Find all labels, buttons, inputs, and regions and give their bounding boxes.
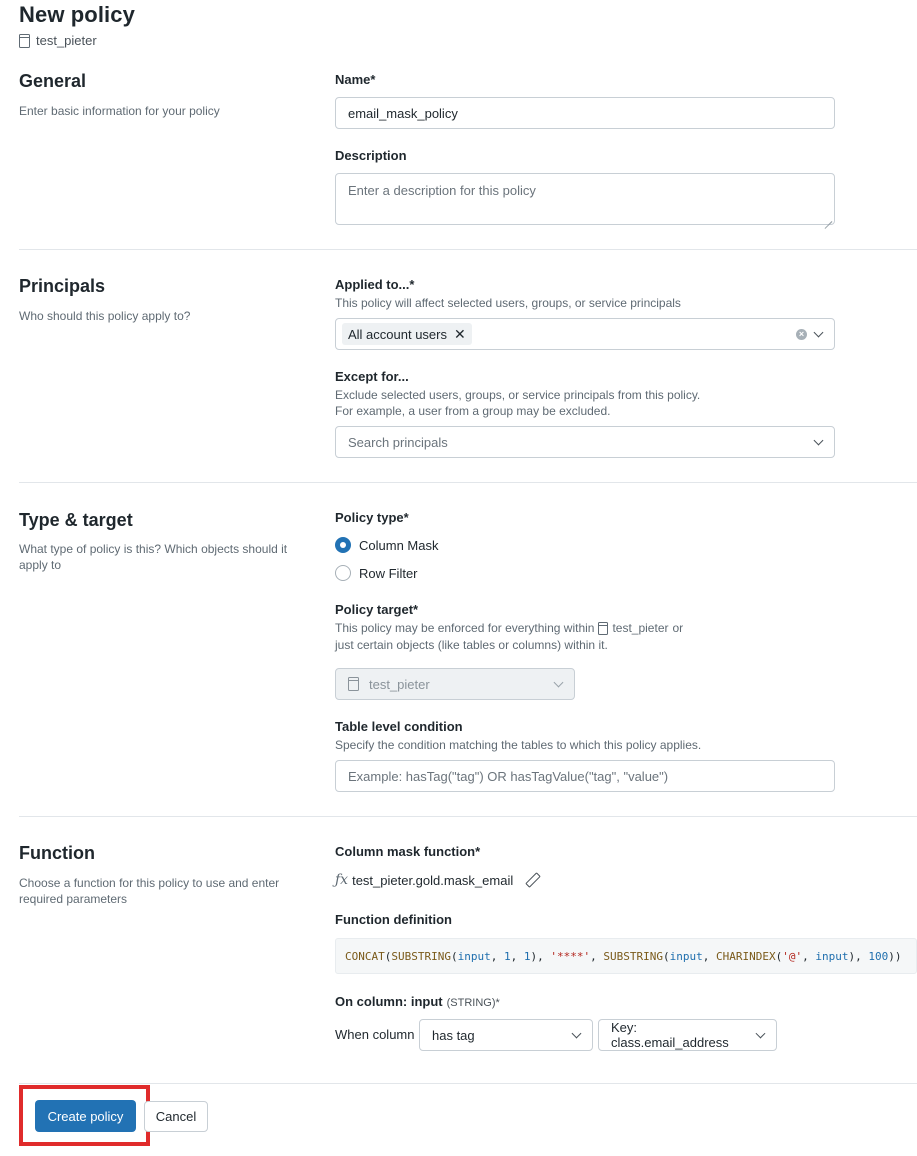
function-definition-label: Function definition bbox=[335, 912, 452, 927]
radio-unchecked-icon[interactable] bbox=[335, 565, 351, 581]
except-for-help-1: Exclude selected users, groups, or service principals from this policy. bbox=[335, 388, 701, 402]
on-column-type: (STRING)* bbox=[446, 997, 500, 1009]
function-definition-code: CONCAT ( SUBSTRING ( input , 1 , 1 ), '****' , SUBSTRING ( input , CHARINDEX ( '@' , input ), 100 )) bbox=[335, 938, 917, 974]
catalog-icon bbox=[598, 622, 608, 635]
except-for-label: Except for... bbox=[335, 369, 409, 384]
search-principals-placeholder: Search principals bbox=[348, 434, 448, 450]
edit-pencil-icon[interactable] bbox=[525, 873, 539, 887]
catalog-name: test_pieter bbox=[36, 33, 97, 48]
key-select[interactable] bbox=[598, 1019, 777, 1051]
column-mask-label: Column Mask bbox=[359, 537, 439, 553]
chevron-down-icon[interactable] bbox=[572, 1028, 582, 1038]
principal-tag bbox=[342, 323, 472, 345]
function-section-desc: Choose a function for this policy to use and enter required parameters bbox=[19, 876, 280, 906]
remove-tag-icon[interactable]: ✕ bbox=[454, 326, 466, 342]
name-input[interactable]: email_mask_policy bbox=[335, 97, 835, 129]
description-placeholder: Enter a description for this policy bbox=[348, 183, 536, 198]
policy-target-help-2: just certain objects (like tables or columns) within it. bbox=[335, 638, 608, 652]
principals-section-title: Principals bbox=[19, 276, 106, 296]
section-divider bbox=[19, 816, 917, 817]
row-filter-label: Row Filter bbox=[359, 565, 418, 581]
create-policy-button[interactable]: Create policy bbox=[35, 1100, 136, 1132]
table-condition-label: Table level condition bbox=[335, 719, 463, 734]
type-target-section-title: Type & target bbox=[19, 510, 133, 530]
chevron-down-icon[interactable] bbox=[814, 327, 824, 337]
search-principals-select[interactable] bbox=[335, 426, 835, 458]
section-divider bbox=[19, 249, 917, 250]
policy-type-label: Policy type* bbox=[335, 510, 409, 525]
clear-selection-icon[interactable]: × bbox=[796, 329, 807, 340]
function-section-title: Function bbox=[19, 843, 95, 863]
on-column-label: On column: input (STRING)* bbox=[335, 994, 500, 1009]
catalog-icon bbox=[348, 677, 359, 691]
catalog-icon bbox=[19, 34, 30, 48]
policy-target-help-1: This policy may be enforced for everything within test_pieter or bbox=[335, 621, 684, 635]
policy-target-select bbox=[335, 668, 575, 700]
type-target-section-desc: What type of policy is this? Which objects should it apply to bbox=[19, 542, 288, 572]
table-condition-help: Specify the condition matching the tables to which this policy applies. bbox=[335, 738, 702, 752]
table-condition-input[interactable]: Example: hasTag("tag") OR hasTagValue("tag", "value") bbox=[335, 760, 835, 792]
function-icon: ƒx bbox=[335, 872, 349, 888]
chevron-down-icon[interactable] bbox=[756, 1028, 766, 1038]
cancel-button[interactable]: Cancel bbox=[144, 1101, 208, 1132]
mask-function-ref bbox=[335, 872, 539, 888]
radio-column-mask[interactable] bbox=[335, 537, 438, 553]
policy-target-value: test_pieter bbox=[369, 676, 430, 692]
chevron-down-icon bbox=[554, 677, 564, 687]
section-divider bbox=[19, 482, 917, 483]
description-label: Description bbox=[335, 148, 407, 163]
general-section-title: General bbox=[19, 71, 87, 91]
name-label: Name* bbox=[335, 72, 376, 87]
principals-section-desc: Who should this policy apply to? bbox=[19, 309, 191, 323]
condition-value: has tag bbox=[432, 1027, 475, 1043]
applied-to-select[interactable] bbox=[335, 318, 835, 350]
radio-checked-icon[interactable] bbox=[335, 537, 351, 553]
mask-function-label: Column mask function* bbox=[335, 844, 481, 859]
resize-handle-icon[interactable] bbox=[824, 214, 832, 222]
applied-to-help: This policy will affect selected users, groups, or service principals bbox=[335, 296, 681, 310]
chevron-down-icon[interactable] bbox=[814, 435, 824, 445]
description-textarea[interactable] bbox=[335, 173, 835, 225]
condition-select[interactable] bbox=[419, 1019, 593, 1051]
general-section-desc: Enter basic information for your policy bbox=[19, 104, 220, 118]
principal-tag-label: All account users bbox=[348, 326, 447, 342]
key-value: Key: class.email_address bbox=[611, 1020, 729, 1050]
catalog-breadcrumb bbox=[19, 33, 97, 48]
radio-row-filter[interactable] bbox=[335, 565, 418, 581]
policy-target-label: Policy target* bbox=[335, 602, 419, 617]
section-divider bbox=[19, 1083, 917, 1084]
except-for-help-2: For example, a user from a group may be excluded. bbox=[335, 404, 611, 418]
page-title: New policy bbox=[19, 2, 135, 27]
applied-to-label: Applied to...* bbox=[335, 277, 415, 292]
when-column-label: When column bbox=[335, 1027, 415, 1042]
mask-function-name: test_pieter.gold.mask_email bbox=[352, 872, 514, 888]
